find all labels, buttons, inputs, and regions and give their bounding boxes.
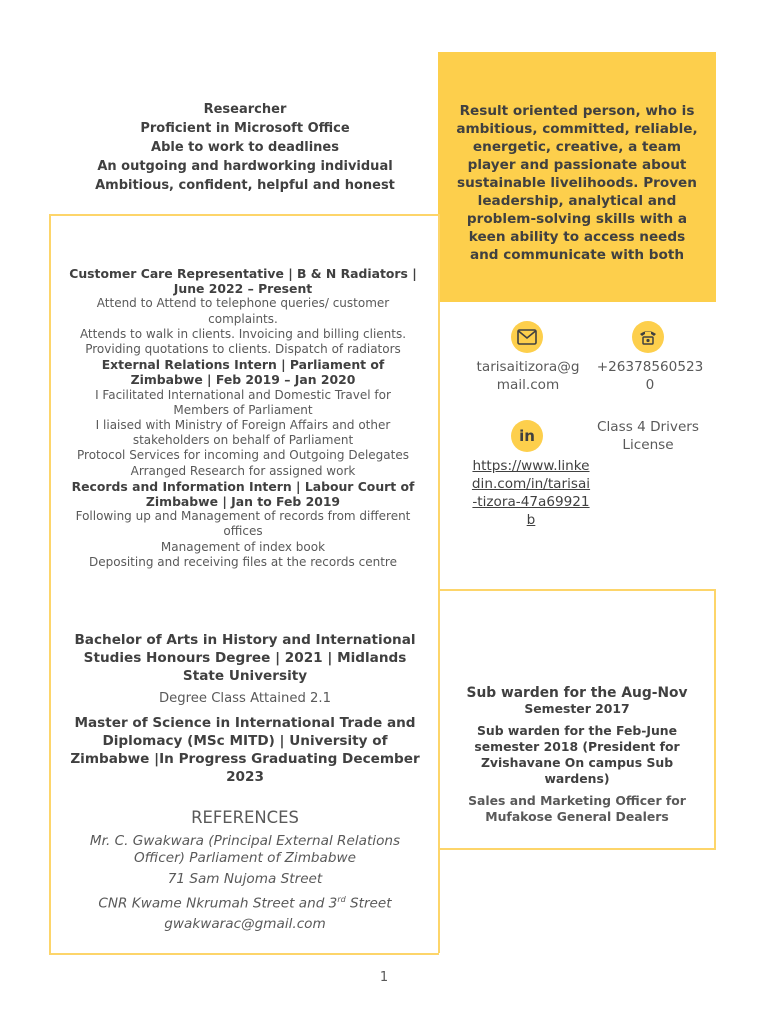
experience-section — [68, 266, 418, 570]
reference-line: 71 Sam Nujoma Street — [167, 870, 323, 887]
job-detail: Attend to Attend to telephone queries/ customer complaints. — [96, 296, 390, 326]
email-text: tarisaitizora@gmail.com — [476, 359, 580, 393]
skill-item: An outgoing and hardworking individual — [97, 159, 393, 174]
degree-entry: Master of Science in International Trade and Diplomacy (MSc MITD) | University of Zimbabwe |In Progress Graduating December 2023 — [70, 714, 420, 786]
reference-email: gwakwarac@gmail.com — [164, 916, 326, 933]
job-detail: Following up and Management of records from different offices — [75, 509, 411, 539]
reference-line: CNR Kwame Nkrumah Street and 3rd Street — [98, 895, 392, 912]
skill-item: Able to work to deadlines — [151, 140, 339, 155]
skill-item: Proficient in Microsoft Office — [140, 121, 350, 136]
activity-item: Sales and Marketing Officer for Mufakose General Dealers — [468, 793, 686, 824]
job-detail: Depositing and receiving files at the records centre — [89, 554, 397, 569]
telephone-icon — [632, 321, 664, 353]
page-number: 1 — [379, 970, 389, 985]
envelope-icon — [511, 321, 543, 353]
activities-section — [456, 685, 698, 825]
job-detail: Arranged Research for assigned work — [130, 463, 356, 478]
skills-list — [50, 100, 440, 195]
job-detail: I liaised with Ministry of Foreign Affairs and other stakeholders on behalf of Parliament — [95, 418, 391, 448]
job-detail: Protocol Services for incoming and Outgoing Delegates — [77, 448, 409, 463]
degree-class: Degree Class Attained 2.1 — [159, 690, 331, 706]
job-title: External Relations Intern | Parliament of Zimbabwe | Feb 2019 – Jan 2020 — [101, 357, 385, 388]
degree-entry: Bachelor of Arts in History and International Studies Honours Degree | 2021 | Midlands State University — [74, 632, 416, 685]
activity-title: Sub warden for the Aug-Nov — [466, 685, 688, 701]
job-title: Customer Care Representative | B & N Radiators | June 2022 – Present — [69, 266, 417, 297]
skill-item: Researcher — [203, 102, 287, 117]
education-section — [70, 631, 420, 787]
skill-item: Ambitious, confident, helpful and honest — [95, 178, 395, 193]
activity-subtitle: Semester 2017 — [524, 701, 630, 716]
phone-text: +263785605230 — [596, 359, 704, 393]
activity-item: Sub warden for the Feb-June semester 2018 (President for Zvishavane On campus Sub wardens) — [474, 723, 680, 786]
references-heading: REFERENCES — [191, 808, 299, 827]
summary-panel — [438, 52, 716, 302]
linkedin-icon: in — [511, 420, 543, 452]
summary-text: Result oriented person, who is ambitious, committed, reliable, energetic, creative, a team player and passionate about sustainable livelihoods. Proven leadership, analytical and problem-solving skills with a keen ability to access needs and communicate with both — [456, 103, 698, 263]
job-detail: Management of index book — [160, 539, 326, 554]
linkedin-link[interactable]: https://www.linkedin.com/in/tarisai-tizora-47a69921b — [471, 458, 591, 528]
job-detail: Attends to walk in clients. Invoicing and billing clients. — [79, 326, 407, 341]
reference-line: Mr. C. Gwakwara (Principal External Relations Officer) Parliament of Zimbabwe — [89, 833, 401, 867]
job-detail: I Facilitated International and Domestic Travel for Members of Parliament — [95, 387, 391, 417]
job-detail: Providing quotations to clients. Dispatch of radiators — [85, 342, 401, 357]
references-section — [70, 833, 420, 937]
license-text: Class 4 Drivers License — [597, 419, 699, 453]
job-title: Records and Information Intern | Labour Court of Zimbabwe | Jan to Feb 2019 — [71, 478, 415, 510]
